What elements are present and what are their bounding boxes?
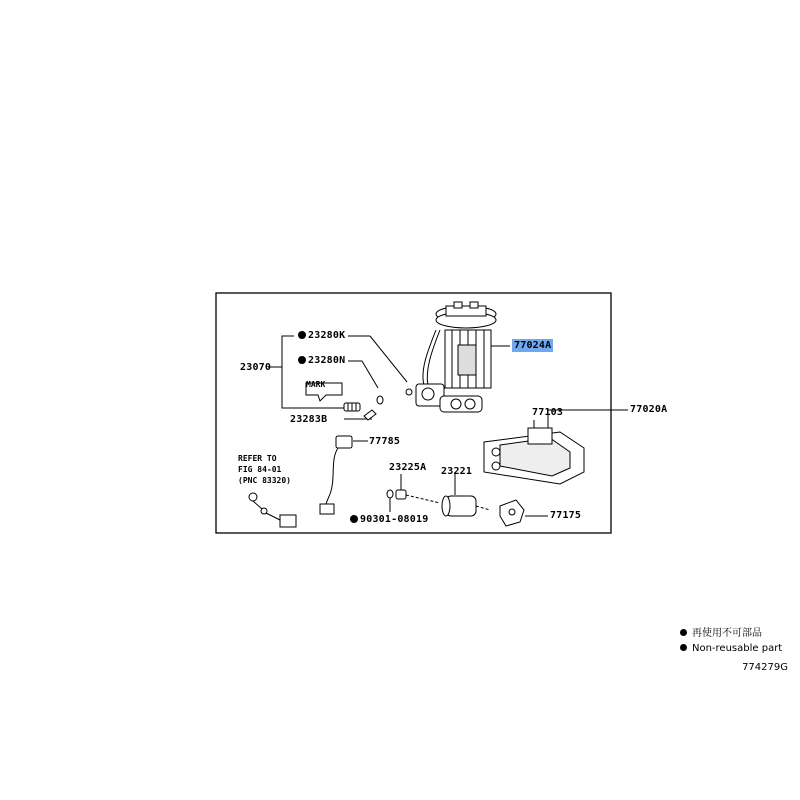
refer-line-2: FIG 84-01 (238, 465, 282, 474)
non-reusable-dot-icon (350, 515, 358, 523)
fuel-pump-23221 (406, 495, 490, 516)
callout-77020a: 77020A (630, 404, 668, 415)
bracket-77175 (500, 500, 524, 526)
callout-23221: 23221 (441, 466, 473, 477)
o-ring-23280k (406, 389, 412, 395)
non-reusable-dot-icon (298, 331, 306, 339)
highlighted-part-number[interactable]: 77024A (514, 340, 552, 351)
refer-part-84-01 (249, 493, 296, 527)
non-reusable-dot-icon (680, 644, 687, 651)
bracket-77103 (484, 428, 584, 484)
non-reusable-dot-icon (298, 356, 306, 364)
callout-77785: 77785 (369, 436, 401, 447)
callout-23280n: 23280N (298, 355, 345, 367)
bracket-23070 (268, 336, 407, 408)
callout-77175: 77175 (550, 510, 582, 521)
legend-line-en: Non-reusable part (680, 642, 782, 655)
part-23225a (396, 490, 406, 499)
diagram-code: 774279G (742, 662, 788, 673)
refer-line-1: REFER TO (238, 454, 277, 463)
non-reusable-dot-icon (680, 629, 687, 636)
callout-77024a (512, 340, 553, 352)
mark-label: MARK (306, 380, 326, 389)
clip-23283b (364, 410, 376, 420)
callout-23283b: 23283B (290, 414, 328, 425)
callout-23280k: 23280K (298, 330, 345, 342)
callout-23225a: 23225A (389, 462, 427, 473)
filter-part (344, 403, 360, 411)
callout-77103: 77103 (532, 407, 564, 418)
sender-gauge-77785 (320, 436, 352, 514)
o-ring-90301 (387, 490, 393, 498)
legend-line-jp: 再使用不可部品 (680, 627, 762, 640)
callout-23070: 23070 (240, 362, 272, 373)
refer-note (238, 453, 291, 486)
refer-line-3: (PNC 83320) (238, 476, 291, 485)
o-ring-23280n (377, 396, 383, 404)
fuel-pump-module (423, 302, 496, 388)
callout-90301-08019: 90301-08019 (350, 514, 428, 526)
